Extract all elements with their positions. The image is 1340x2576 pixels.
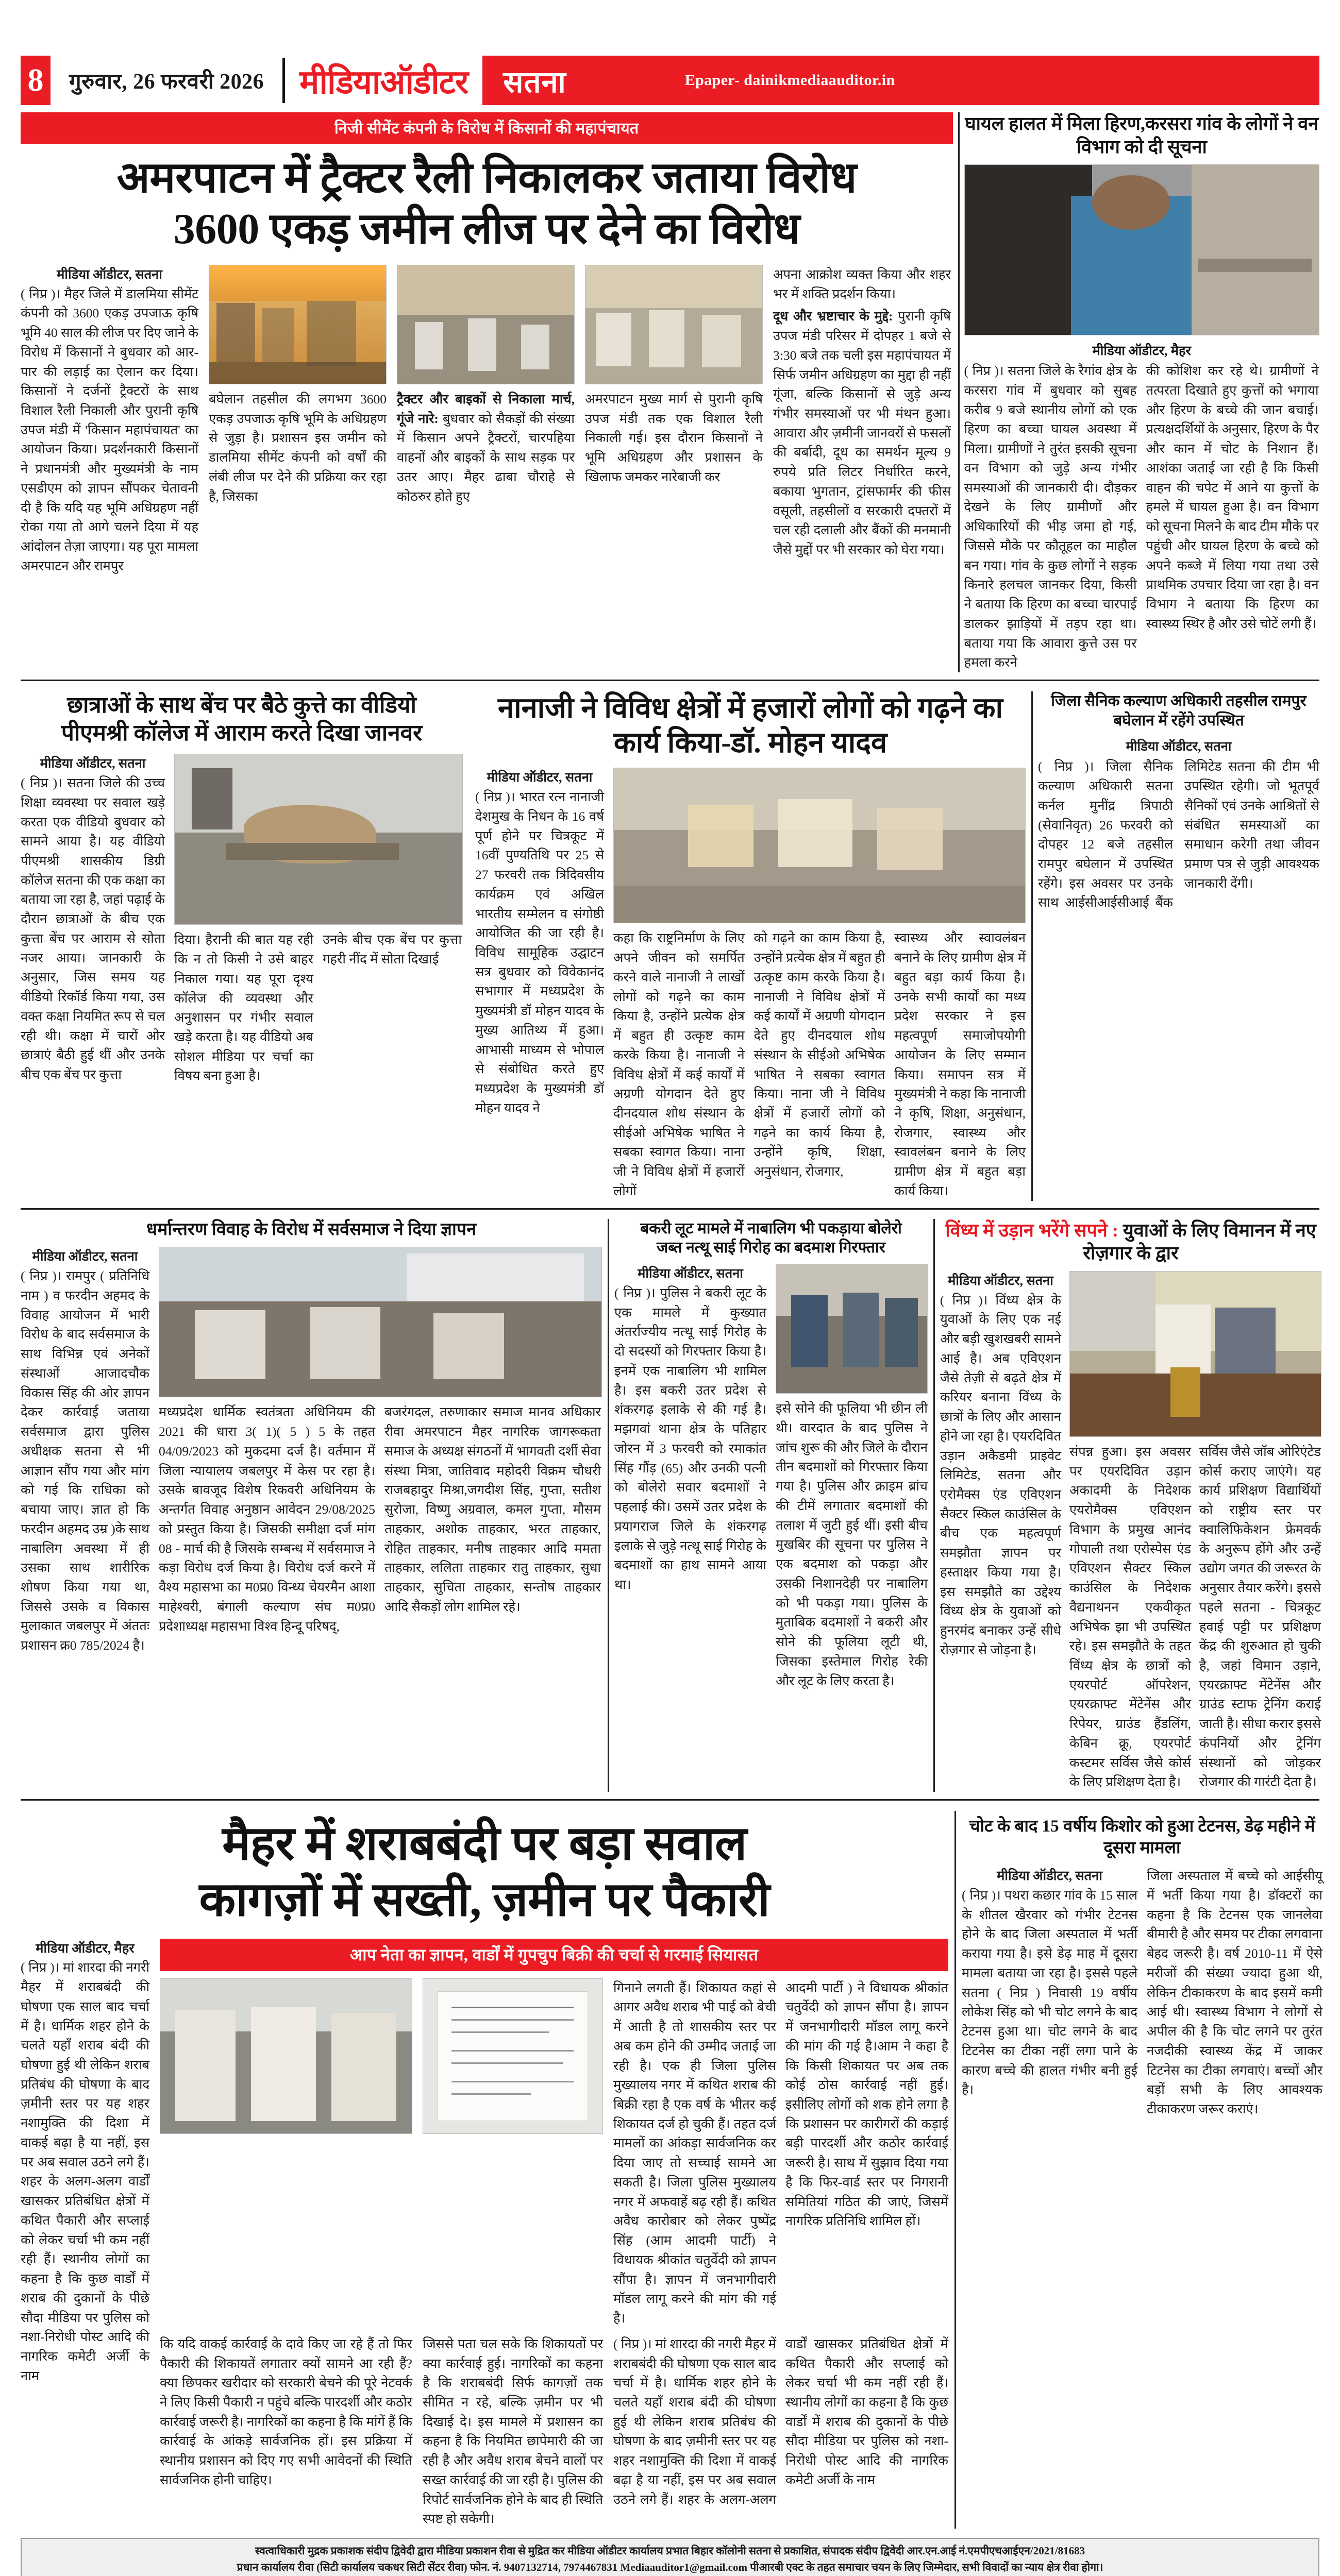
story-dog: [21, 691, 463, 1201]
dharm-col-2: मध्यप्रदेश धार्मिक स्वतंत्रता अधिनियम की 2021 की धारा 3( 1)( 5 ) 5 के तहत 04/09/2023 को मुकदमा दर्ज है। वर्तमान में जिला न्यायालय जबलपुर में केस पर रहा है। उसके बावजूद विशेष रिकवरी अधिनियम के अन्तर्गत विवाह अनुष्ठान आवेदन 29/08/2025 को प्रस्तुत किया है। जिसकी समीक्षा दर्ज मांग 08 - मार्च की है जिसके सम्बन्ध में सर्वसमाज ने कड़ा विरोध दर्ज किया है। विरोध दर्ज करने में वैश्य महासभा का म0प्र0 विन्ध्य चेयरमैन आशा माहेश्वरी, बंगाली कल्याण संघ म0प्र0 प्रदेशाध्यक्ष महासभा विश्व हिन्दू परिषद्,: [159, 1404, 375, 1634]
divider-3: [21, 1799, 1319, 1801]
dharm-headline: धर्मान्तरण विवाह के विरोध में सर्वसमाज ने दिया ज्ञापन: [146, 1219, 476, 1239]
bakri-col-1: [614, 1264, 766, 1690]
story-dharmantaran: [21, 1219, 602, 1792]
footer-line-1: स्वत्वाधिकारी मुद्रक प्रकाशक संदीप द्विवेदी द्वारा मीडिया प्रकाशन रीवा से मुद्रित कर मीडिया ऑडीटर कार्यालय प्रभात बिहार कॉलोनी सतना से प्रकाशित, संपादक संदीप द्विवेदी आर.एन.आई नं.एमपीएचआईएन/2021/81683: [255, 2545, 1085, 2557]
lead-photo-farmers-panchayat: [397, 265, 575, 384]
story-bakri: [614, 1219, 928, 1792]
sharab-headline-line1: मैहर में शराबबंदी पर बड़ा सवाल: [222, 1817, 747, 1870]
bakri-col-2: इसे सोने की फूलिया भी छीन ली थी। वारदात के बाद पुलिस ने जांच शुरू की और जिले के दौरान तीन बदमाशों को गिरफ्तार किया गया है। पुलिस और क्राइम ब्रांच की टीमें लगातार बदमाशों की तलाश में जुटी हुई थीं। इसी बीच मुखबिर की सूचना पर पुलिस ने एक बदमाश को पकड़ा और उसकी निशानदेही पर नाबालिग को भी पकड़ा गया। पुलिस के मुताबिक बदमाशों ने बकरी और सोने की फूलिया लूटी थी, जिसका इस्तेमाल गिरोह रेकी और लूट के लिए करता है।: [776, 1401, 928, 1688]
dog-col-2: दिया। हैरानी की बात यह रही कि न तो किसी ने उसे बाहर निकाल गया। यह पूरा दृश्य कॉलेज की व्यवस्था और अनुशासन पर गंभीर सवाल खड़े करता है। यह वीडियो अब सोशल मीडिया पर चर्चा का विषय बना हुआ है।: [174, 932, 313, 1083]
lead-columns: [21, 265, 953, 576]
nanaji-col-3: को गढ़ने का काम किया है, उन्होंने प्रत्येक क्षेत्र में बहुत ही उत्कृष्ट काम करके किया है। नानाजी ने विविध क्षेत्रों में कई कार्यों में अग्रणी योगदान देते हुए दीनदयाल शोध संस्थान के सीईओ अभिषेक भाषित ने सबका स्वागत किया। नाना जी ने विविध क्षेत्रों में हजारों लोगों को गढ़ने का कार्य किया है, उन्होंने कृषि, शिक्षा, अनुसंधान, रोजगार,: [753, 930, 885, 1179]
bakri-headline-line2: जब्त नत्थू साई गिरोह का बदमाश गिरफ्तार: [657, 1239, 885, 1257]
deer-photo: [964, 164, 1319, 335]
divider-2: [21, 1208, 1319, 1210]
sharab-col-1-text: ( निप्र )। मां शारदा की नगरी मैहर में शराबबंदी की घोषणा एक साल बाद चर्चा में है। धार्मिक शहर होने के चलते यहाँ शराब बंदी की घोषणा हुई थी लेकिन शराब प्रतिबंध की घोषणा के बाद ज़मीनी स्तर पर यह शहर नशामुक्ति की दिशा में वाकई बढ़ा है या नहीं, इस पर अब सवाल उठने लगे हैं। शहर के अलग-अलग वार्डों खासकर प्रतिबंधित क्षेत्रों में कथित पैकारी और सप्लाई को लेकर चर्चा भी कम नहीं रही हैं। स्थानीय लोगों का कहना है कि कुछ वार्डों में शराब की दुकानों के पीछे सौदा मीडिया पर पुलिस को नशा-निरोधी पोस्ट आदि की नागरिक कमेटी अर्जी के नाम: [21, 1960, 149, 2383]
dharm-col-3: बजरंगदल, तरुणाकार समाज मानव अधिकार रीवा अमरपाटन मैहर नागरिक जागरूकता समाज के अध्यक्ष संगठनों में भागवती दर्शी सेवा संस्था मित्रा, जातिवाद महोदरी विक्रम चौधरी राजबहादुर मिश्रा,जगदीश सिंह, गुप्ता, सतीश सुरोजा, विष्णु अग्रवाल, कमल गुप्ता, मौसम ताहकार, अशोक ताहकार, भरत ताहकार, रोहित ताहकार, मनीष ताहकार आदि ममता ताहकार, ललिता ताहकार रातु ताहकार, सुधा ताहकार, सुचिता ताहकार, सन्तोष ताहकार आदि सैकड़ों लोग शामिल रहे।: [384, 1404, 601, 1614]
tetanus-col-2: जिला अस्पताल में बच्चे को आईसीयू में भर्ती किया गया है। डॉक्टरों का कहना है कि टेटनस एक जानलेवा बीमारी है और समय पर टीका लगवाना बेहद जरूरी है। वर्ष 2010-11 में ऐसे मरीजों की संख्या ज्यादा हुआ थी, लेकिन टीकाकरण के बाद इसमें कमी आई थी। स्वास्थ्य विभाग ने लोगों से अपील की है कि चोट लगने पर तुरंत नजदीकी स्वास्थ्य केंद्र में जाकर टिटनेस का टीका लगवाएं। बच्चों और बड़ों सभी के लिए आवश्यक टीकाकरण जरूर कराएं।: [1147, 1868, 1322, 2117]
sainik-text: ( निप्र )। जिला सैनिक कल्याण अधिकारी सतना कर्नल मुनींद्र त्रिपाठी (सेवानिवृत) 26 फरवरी को दोपहर 12 बजे तहसील रामपुर बघेलान में उपस्थित रहेंगे। इस अवसर पर उनके साथ आईसीआईसीआई बैंक लिमिटेड सतना की टीम भी उपस्थित रहेगी। जो भूतपूर्व सैनिकों एवं उनके आश्रितों से संबंधित समस्याओं का समाधान करेगी तथा जीवन प्रमाण पत्र से जुड़ी आवश्यक जानकारी देंगी।: [1038, 759, 1319, 910]
sharab-headline-line2: कागज़ों में सख्ती, ज़मीन पर पैकारी: [199, 1873, 770, 1926]
aviation-headline-black: युवाओं के लिए विमानन में नए रोज़गार के द्वार: [1083, 1219, 1316, 1264]
lead-kicker: निजी सीमेंट कंपनी के विरोध में किसानों की महापंचायत: [21, 112, 953, 144]
lead-col-2-text: बघेलान तहसील की लगभग 3600 एकड़ उपजाऊ कृषि भूमि के अधिग्रहण से जुड़ा है। प्रशासन इस जमीन को डालमिया सीमेंट कंपनी को वर्षों की लंबी लीज पर देने की प्रक्रिया कर रहा है, जिसका: [209, 391, 387, 504]
story-sainik: [1038, 691, 1319, 1201]
sharab-kicker: आप नेता का ज्ञापन, वार्डों में गुपचुप बिक्री की चर्चा से गरमाई सियासत: [160, 1939, 948, 1971]
section-four: [21, 1811, 1322, 2529]
sharab-col-2: गिनाने लगती हैं। शिकायत कहां से आगर अवैध शराब भी पाई को बेची में आती है तो शासकीय स्तर पर अब कम होने की उम्मीद जताई जा रही है। एक ही जिला पुलिस मुख्यालय नगर में कथित शराब की बिक्री रहा है एक वर्ष के भीतर कई शिकायत दर्ज हो चुकी हैं। तहत दर्ज मामलों का आंकड़ा सार्वजनिक कर दिया जाए तो सच्चाई सामने आ सकती है। जिला पुलिस मुख्यालय नगर में अफवाहें बढ़ रही हैं। कथित अवैध कारोबार को लेकर पुष्पेंद्र सिंह (आम आदमी पार्टी) ने विधायक श्रीकांत चतुर्वेदी को ज्ञापन सौंपा है। ज्ञापन में जनभागीदारी मॉडल लागू करने की मांग की गई है।: [613, 1980, 776, 2326]
sharab-col-3: आदमी पार्टी ) ने विधायक श्रीकांत चतुर्वेदी को ज्ञापन सौंपा है। ज्ञापन में जनभागीदारी मॉडल लागू करने की मांग की गई है।आम ने कहा है कि किसी शिकायत पर अब तक कोई ठोस कार्रवाई नहीं हुई। इसीलिए लोगों को शक होने लगा है कि प्रशासन पर कारीगरों की कड़ाई बड़ी पारदर्शी और कठोर कार्रवाई जरूरी है। साथ में सुझाव दिया गया है कि फिर-वार्ड स्तर पर निगरानी समितियां गठित की जाएं, जिसमें नागरिक प्रतिनिधि शामिल हों।: [785, 1980, 948, 2229]
dog-right: [174, 754, 463, 1086]
lead-headline-line1: अमरपाटन में ट्रैक्टर रैली निकालकर जताया विरोध: [116, 154, 857, 202]
nanaji-col-1: [475, 768, 604, 1200]
dharm-col-1-text: ( निप्र )। रामपुर ( प्रतिनिधि नाम ) व फरदीन अहमद के विवाह आयोजन में भारी विरोध के बाद सर्वसमाज के साथ विभिन्न एवं अनेकों संस्थाओं आजादचौक विकास सिंह की ओर ज्ञापन देकर कार्रवाई जताया सर्वसमाज द्वारा पुलिस अधीक्षक सतना से भी आज्ञान सौंप गया और मांग को गई कि राधिका को बचाया जाए। ज्ञात हो कि फरदीन अहमद उम्र )के साथ नाबालिग अवस्था में ही उसका साथ शारीरिक शोषण किया गया था, जिससे उसके व विकास मुलाकात जबलपुर में अंततः प्रशासन क्र0 785/2024 है।: [21, 1268, 149, 1653]
nanaji-col-2: कहा कि राष्ट्रनिर्माण के लिए अपने जीवन को समर्पित करने वाले नानाजी ने लाखों लोगों को गढ़ने का काम किया है, उन्होंने प्रत्येक क्षेत्र में बहुत ही उत्कृष्ट काम करके किया है। नानाजी ने विविध क्षेत्रों में कई कार्यों में अग्रणी योगदान देते हुए दीनदयाल शोध संस्थान के सीईओ अभिषेक भाषित ने सबका स्वागत किया। नाना जी ने विविध क्षेत्रों में हजारों लोगों: [613, 930, 745, 1198]
lead-headline-line2: 3600 एकड़ जमीन लीज पर देने का विरोध: [173, 205, 800, 253]
divider-1: [21, 680, 1319, 681]
sharab-col-4: कि यदि वाकई कार्रवाई के दावे किए जा रहे हैं तो फिर पैकारी की शिकायतें लगातार क्यों सामने आ रही हैं? क्या छिपकर खरीदार को सरकारी बेचने की पूरे नेटवर्क ने लिए किसी पैकारी न पहुंचे बल्कि पारदर्शी और कठोर कार्रवाई जरूरी है। नागरिकों का कहना है कि मांगें हैं कि कार्रवाई के आंकड़े सार्वजनिक हों। इस प्रक्रिया में स्थानीय प्रशासन को दिए गए सभी आवेदनों की स्थिति सार्वजनिक होनी चाहिए।: [160, 2336, 412, 2487]
sharab-col-6: ( निप्र )। मां शारदा की नगरी मैहर में शराबबंदी की घोषणा एक साल बाद चर्चा में है। धार्मिक शहर होने के चलते यहाँ शराब बंदी की घोषणा हुई थी लेकिन शराब प्रतिबंध की घोषणा के बाद ज़मीनी स्तर पर यह शहर नशामुक्ति की दिशा में वाकई बढ़ा है या नहीं, इस पर अब सवाल उठने लगे हैं। शहर के अलग-अलग वार्डों खासकर प्रतिबंधित क्षेत्रों में कथित पैकारी और सप्लाई को लेकर चर्चा भी कम नहीं रही हैं। स्थानीय लोगों का कहना है कि कुछ वार्डों में शराब की दुकानों के पीछे सौदा मीडिया पर पुलिस को नशा-निरोधी पोस्ट आदि की नागरिक कमेटी अर्जी के नाम: [613, 2336, 948, 2507]
dog-col-3: उनके बीच एक बेंच पर कुत्ता गहरी नींद में सोता दिखाई: [323, 932, 462, 967]
nanaji-photo: [613, 768, 1026, 923]
nanaji-right: [613, 768, 1026, 1200]
sharab-right: [160, 1939, 948, 2529]
sharab-byline: मीडिया ऑडीटर, मैहर: [36, 1940, 135, 1956]
bakri-divider: [608, 1219, 609, 1792]
dharm-right: [159, 1247, 602, 1655]
dog-byline: मीडिया ऑडीटर, सतना: [40, 756, 146, 771]
lead-photo-march: [585, 265, 763, 384]
sharab-photo-leaders: [160, 1978, 412, 2134]
lead-col-5-text: अपना आक्रोश व्यक्त किया और शहर भर में शक्ति प्रदर्शन किया।: [773, 266, 951, 301]
deer-col-1: ( निप्र )। सतना जिले के रैगांव क्षेत्र के करसरा गांव में बुधवार को सुबह करीब 9 बजे स्थानीय लोगों को एक हिरण का बच्चा घायल अवस्था में मिला। ग्रामीणों ने तुरंत इसकी सूचना वन विभाग को जुड़े अन्य गंभीर समस्याओं की जानकारी दी। दौड़कर देखने के लिए ग्रामीणों और अधिकारियों की भीड़ जमा हो गई, जिससे मौके पर कौतूहल का माहौल बन गया। गांव के कुछ लोगों ने सड़क किनारे हलचल जानकर दिया, किसी ने बताया कि हिरण का बच्चा चारपाई डालकर झाड़ियों में तड़प रहा था। बताया गया कि आवारा कुत्ते उस पर हमला करने: [964, 363, 1137, 670]
deer-col-2: की कोशिश कर रहे थे। ग्रामीणों ने तत्परता दिखाते हुए कुत्तों को भगाया और हिरण के बच्चे की जान बचाई। प्रत्यक्षदर्शियों के अनुसार, हिरण के पैर और कान में चोट के निशान हैं। आशंका जताई जा रही है कि किसी वाहन की चपेट में आने या कुत्तों के हमले में घायल हुआ है। वन विभाग को सूचना मिलने के बाद टीम मौके पर पहुंची और घायल हिरण के बच्चे को अपने कब्जे में लिया गया तथा उसे प्राथमिक उपचार दिया जा रहा है। वन विभाग ने बताया कि हिरण का स्वास्थ्य स्थिर है और उसे चोटें लगी हैं।: [1146, 363, 1319, 631]
sainik-divider: [1031, 691, 1033, 1201]
nanaji-byline: मीडिया ऑडीटर, सतना: [487, 770, 593, 785]
publication-date: गुरुवार, 26 फरवरी 2026: [69, 70, 264, 94]
lead-col-1: [21, 265, 198, 576]
brand-logo: मीडियाऑडीटर: [299, 63, 468, 100]
dog-photo: [174, 754, 463, 925]
dharm-byline: मीडिया ऑडीटर, सतना: [32, 1249, 138, 1264]
lead-col-3-text: बुधवार को सैकड़ों की संख्या में किसान अपने ट्रैक्टरों, चारपहिया वाहनों और बाइकों के साथ सड़क पर उतर आए। मैहर ढाबा चौराहे से कोठरुर होते हुए: [397, 411, 575, 504]
aviation-right: [1069, 1271, 1321, 1792]
sidebar-story-deer: [964, 112, 1319, 672]
lead-col-2: [209, 265, 387, 576]
edition-bar: [482, 56, 1319, 105]
tetanus-col-1-text: ( निप्र )। पथरा कछार गांव के 15 साल के शीतल खैरवार को गंभीर टेटनस होने के बाद जिला अस्पताल में भर्ती कराया गया है। इसे डेढ़ माह में दूसरा मामला बताया जा रहा है। इससे पहले सतना ( निप्र ) निवासी 19 वर्षीय लोकेश सिंह को भी चोट लगने के बाद टेटनस हुआ था। चोट लगने के बाद टिटनेस का टीका नहीं लगा पाने के कारण बच्चे की हालत गंभीर बनी हुई है।: [962, 1888, 1137, 2097]
story-aviation: [940, 1219, 1321, 1792]
nanaji-col-4: स्वास्थ्य और स्वावलंबन बनाने के लिए ग्रामीण क्षेत्र में बहुत बड़ा कार्य किया है। उनके सभी कार्यों का मध्य प्रदेश सरकार ने इस महत्वपूर्ण समाजोपयोगी आयोजन के लिए सम्मान किया। समापन सत्र में मुख्यमंत्री ने कहा कि नानाजी ने कृषि, शिक्षा, अनुसंधान, रोजगार, स्वास्थ्य और स्वावलंबन बनाने के लिए ग्रामीण क्षेत्र में बहुत बड़ा कार्य किया।: [894, 930, 1026, 1198]
sharab-col-1: [21, 1939, 149, 2529]
footer-imprint: [21, 2538, 1319, 2576]
bakri-col-1-text: ( निप्र )। पुलिस ने बकरी लूट के एक मामले में कुख्यात अंतर्राज्यीय नत्थू साई गिरोह के दो सदस्यों को गिरफ्तार किया है। इनमें एक नाबालिग भी शामिल है। इस बकरी उतर प्रदेश से शंकरगढ़ इलाके से की गई है। मझगवां थाना क्षेत्र के पतिहार जोरन में 3 फरवरी को रमाकांत सिंह गौंड़ (65) और उनकी पत्नी को बोलेरो सवार बदमाशों ने पहलाई की। उसमें उतर प्रदेश के प्रयागराज जिले के शंकरगढ़ इलाके से जुड़े नत्थू साई गिरोह के बदमाशों का हाथ सामने आया था।: [614, 1285, 766, 1592]
lead-col-3-sub: ट्रैक्टर और बाइकों से निकाला मार्च, गूंजे नारे:: [397, 391, 575, 426]
dharm-photo: [159, 1247, 602, 1397]
nanaji-col-1-text: ( निप्र )। भारत रत्न नानाजी देशमुख के निधन के 16 वर्ष पूर्ण होने पर चित्रकूट में 16वीं पुण्यतिथि पर 25 से 27 फरवरी तक त्रिदिवसीय कार्यक्रम एवं अखिल भारतीय सम्मेलन व संगोष्ठी आयोजित की जा रही है। विविध सामूहिक उद्घाटन सत्र बुधवार को विवेकानंद सभागार में मध्यप्रदेश के मुख्यमंत्री डॉ मोहन यादव के मुख्य आतिथ्य में हुआ। आभासी माध्यम से भोपाल से संबोधित करते हुए मध्यप्रदेश के मुख्यमंत्री डॉ मोहन यादव ने: [475, 789, 604, 1115]
section-three: [21, 1219, 1319, 1792]
lead-col-4: [585, 265, 763, 576]
deer-byline: मीडिया ऑडीटर, मैहर: [1092, 343, 1191, 359]
lead-col-5-text2: पुरानी कृषि उपज मंडी परिसर में दोपहर 1 बजे से 3:30 बजे तक चली इस महापंचायत में सिर्फ जमीन अधिग्रहण का मुद्दा ही नहीं गूंजा, बल्कि किसानों से जुड़े अन्य गंभीर समस्याओं पर भी मंथन हुआ। आवारा और ज़मीनी जानवरों से फसलों की बर्बादी, दूध का समर्थन मूल्य 9 रुपये प्रति लिटर निर्धारित करने, बकाया भुगतान, ट्रांसफार्मर की फीस वसूली, तहसीलों व सरकारी दफ्तरों में चल रही दलाली और बैंकों की मनमानी जैसे मुद्दों पर भी सरकार को घेरा गया।: [773, 309, 951, 557]
aviation-headline-red: विंध्य में उड़ान भरेंगे सपने :: [945, 1219, 1118, 1241]
bakri-right: [776, 1264, 928, 1690]
tetanus-headline: चोट के बाद 15 वर्षीय किशोर को हुआ टेटनस, डेढ़ महीने में दूसरा मामला: [969, 1817, 1315, 1857]
lead-story: [21, 112, 953, 672]
aviation-col-3: सर्विस जैसे जॉब ओरिएंटेड कोर्स कराए जाएंगे। यह कार्य प्रशिक्षण विद्यार्थियों को राष्ट्रीय स्तर पर क्वालिफिकेशन फ्रेमवर्क के अनुरूप होंगे और उन्हें उद्योग जगत की जरूरत के अनुसार तैयार करेंगे। इससे पहले सतना - चित्रकूट हवाई पट्टी पर प्रशिक्षण केंद्र की शुरुआत हो चुकी है, जहां विमान उड़ाने, एयरक्राफ्ट मेंटेनेंस और ग्राउंड स्टाफ ट्रेनिंग कराई जाती है। सीधा करार इससे कंपनियों और ट्रेनिंग संस्थानों को जोड़कर रोजगार की गारंटी देता है।: [1199, 1444, 1321, 1790]
edition-name: सतना: [503, 65, 566, 99]
nanaji-headline: नानाजी ने विविध क्षेत्रों में हजारों लोगों को गढ़ने का कार्य किया-डॉ. मोहन यादव: [498, 692, 1003, 759]
bakri-photo: [776, 1264, 928, 1394]
sainik-byline: मीडिया ऑडीटर, सतना: [1126, 738, 1232, 754]
lead-col-5-sub: दूध और भ्रष्टाचार के मुद्दे:: [773, 309, 893, 324]
masthead: [21, 56, 1319, 105]
epaper-url: Epaper- dainikmediaauditor.in: [684, 72, 895, 89]
lead-col-5: [773, 265, 951, 576]
dharm-col-1: [21, 1247, 149, 1655]
bakri-byline: मीडिया ऑडीटर, सतना: [638, 1266, 743, 1281]
story-tetanus: [962, 1811, 1322, 2529]
aviation-col-1: [940, 1271, 1061, 1792]
aviation-divider: [933, 1219, 935, 1792]
lead-col-3: [397, 265, 575, 576]
aviation-col-1-text: ( निप्र )। विंध्य क्षेत्र के युवाओं के लिए एक नई और बड़ी खुशखबरी सामने आई है। अब एविएशन जैसे तेज़ी से बढ़ते क्षेत्र में करियर बनाना विंध्य के छात्रों के लिए और आसान होने जा रहा है। एयरदिवित उड़ान अकैडमी प्राइवेट लिमिटेड, सतना और एरोमैक्स एंड एविएशन सैक्टर स्किल काउंसिल के बीच एक महत्वपूर्ण समझौता ज्ञापन पर हस्ताक्षर किया गया है। इस समझौते का उद्देश्य विंध्य क्षेत्र के युवाओं को हुनरमंद बनाकर उन्हें सीधे रोज़गार से जोड़ना है।: [940, 1292, 1061, 1657]
lead-col-1-text: ( निप्र )। मैहर जिले में डालमिया सीमेंट कंपनी को 3600 एकड़ उपजाऊ कृषि भूमि 40 साल की लीज पर दिए जाने के विरोध में किसानों ने बुधवार को आर-पार की लड़ाई का ऐलान कर दिया। किसानों ने दर्जनों ट्रैक्टरों के साथ विशाल रैली निकाली और पुरानी कृषि उपज मंडी में 'किसान महापंचायत' का आयोजन किया। प्रदर्शनकारी किसानों ने प्रधानमंत्री और मुख्यमंत्री के नाम एसडीएम को ज्ञापन सौंपकर चेतावनी दी है कि यदि यह भूमि अधिग्रहण नहीं रोका गया तो आगे चलने दिया में यह आंदोलन तेज़ा जाएगा। यह पूरा मामला अमरपाटन और रामपुर: [21, 286, 198, 573]
deer-headline: घायल हालत में मिला हिरण,करसरा गांव के लोगों ने वन विभाग को दी सूचना: [965, 113, 1319, 157]
bakri-headline-line1: बकरी लूट मामले में नाबालिग भी पकड़ाया बोलेरो: [640, 1219, 902, 1237]
dog-col-1-text: ( निप्र )। सतना जिले की उच्च शिक्षा व्यवस्था पर सवाल खड़े करता एक वीडियो बुधवार को सामने आया है। यह वीडियो पीएमश्री शासकीय डिग्री कॉलेज सतना की एक कक्षा का बताया जा रहा है, जहां पढ़ाई के दौरान छात्राओं के बीच एक कुत्ता बेंच पर आराम से सोता नजर आया। जानकारी के अनुसार, जिस समय यह वीडियो रिकॉर्ड किया गया, उस वक्त कक्षा नियमित रूप से चल रही थी। कक्षा में चारों ओर छात्राएं बैठी हुई थीं और उनके बीच एक बेंच पर कुत्ता: [21, 775, 165, 1082]
aviation-headline: [940, 1219, 1321, 1265]
dog-headline-line1: छात्राओं के साथ बेंच पर बैठे कुत्ते का वीडियो: [67, 692, 416, 718]
page-number: 8: [21, 56, 51, 105]
aviation-byline: मीडिया ऑडीटर, सतना: [948, 1273, 1053, 1288]
section-two: [21, 691, 1319, 1201]
tetanus-byline: मीडिया ऑडीटर, सतना: [997, 1868, 1102, 1884]
aviation-photo: [1069, 1271, 1321, 1437]
sharab-col-5: जिससे पता चल सके कि शिकायतों पर क्या कार्रवाई हुई। नागरिकों का कहना है कि शराबबंदी सिर्फ कागज़ों तक सीमित न रहे, बल्कि ज़मीन पर भी दिखाई दे। इस मामले में प्रशासन का कहना है कि नियमित छापेमारी की जा रही है और अवैध शराब बेचने वालों पर सख्त कार्रवाई की जा रही है। पुलिस की रिपोर्ट सार्वजनिक होने के बाद ही स्थिति स्पष्ट हो सकेगी।: [423, 2336, 604, 2527]
story-sharab: [21, 1811, 948, 2529]
newspaper-page: [0, 56, 1340, 2573]
tetanus-col-1: [962, 1866, 1137, 2119]
dog-col-1: [21, 754, 165, 1086]
footer-line-2: प्रधान कार्यालय रीवा (सिटी कार्यालय चकधर सिटी सेंटर रीवा) फोन. नं. 9407132714, 7974467831 Mediaauditor1@gmail.com पीआरबी एक्ट के तहत समाचार चयन के लिए जिम्मेदार, सभी विवादों का न्याय क्षेत्र रीवा होगा।: [237, 2561, 1103, 2573]
lead-photo-tractor-rally: [209, 265, 387, 384]
section-lead: [21, 112, 1319, 672]
aviation-col-2: संपन्न हुआ। इस अवसर पर एयरदिवित उड़ान अकादमी के निदेशक एयरोमैक्स एविएशन विभाग के प्रमुख आनंद गोपाली तथा एरोस्पेस एंड एविएशन सैक्टर स्किल काउंसिल के निदेशक वैद्यनाथनन एकवीकृत अभिषेक झा भी उपस्थित रहे। इस समझौते के तहत विंध्य क्षेत्र के छात्रों को एयरपोर्ट ऑपरेशन, एयरक्राफ्ट मेंटेनेंस और रिपेयर, ग्राउंड हैंडलिंग, केबिन क्रू, एयरपोर्ट कस्टमर सर्विस जैसे कोर्स के लिए प्रशिक्षण देता है।: [1069, 1444, 1191, 1790]
sharab-photo-memorandum: [423, 1978, 603, 2134]
lead-col-4-text: अमरपाटन मुख्य मार्ग से पुरानी कृषि उपज मंडी तक एक विशाल रैली निकाली गई। इस दौरान किसानों ने भूमि अधिग्रहण और प्रशासन के खिलाफ जमकर नारेबाजी कर: [585, 391, 763, 484]
dog-headline-line2: पीएमश्री कॉलेज में आराम करते दिखा जानवर: [61, 720, 423, 745]
lead-byline: मीडिया ऑडीटर, सतना: [57, 266, 162, 282]
story-nanaji: [475, 691, 1026, 1201]
sainik-headline: जिला सैनिक कल्याण अधिकारी तहसील रामपुर बघेलान में रहेंगे उपस्थित: [1051, 692, 1306, 729]
